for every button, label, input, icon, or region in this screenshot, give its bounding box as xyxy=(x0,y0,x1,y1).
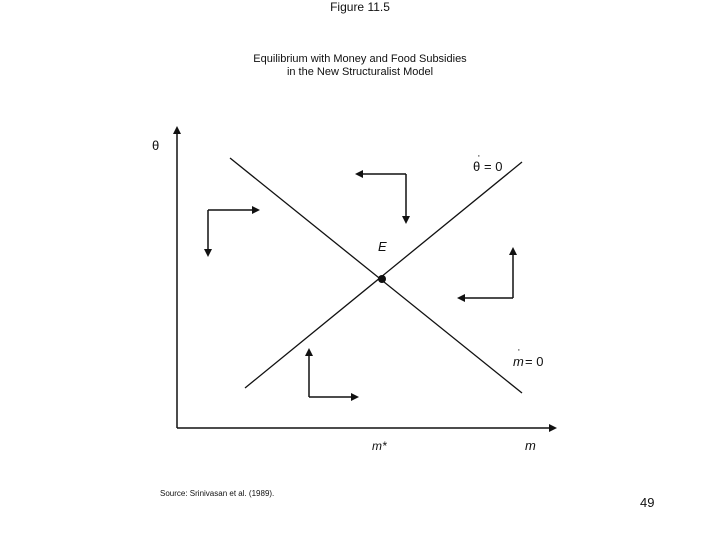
source-note: Source: Srinivasan et al. (1989). xyxy=(160,489,275,498)
theta-dot-symbol: θ xyxy=(473,159,481,174)
equilibrium-label: E xyxy=(378,239,387,254)
direction-arrows-top xyxy=(357,174,406,222)
direction-arrows-right xyxy=(459,249,513,298)
direction-arrows-top-left xyxy=(208,210,258,255)
page-number: 49 xyxy=(640,495,655,510)
m-dot-symbol: m xyxy=(513,354,524,369)
m-dot-equation: = 0 xyxy=(525,354,544,369)
theta-dot-equation: = 0 xyxy=(484,159,503,174)
m-dot-dot: · xyxy=(517,344,521,356)
figure-number: Figure 11.5 xyxy=(330,0,390,14)
m-dot-zero-curve xyxy=(230,158,522,393)
figure-title-line-2: in the New Structuralist Model xyxy=(286,66,434,78)
figure-title-line-1: Equilibrium with Money and Food Subsidies xyxy=(253,53,467,65)
theta-dot-zero-curve xyxy=(245,162,522,388)
equilibrium-point xyxy=(378,275,386,283)
x-axis-label: m xyxy=(525,438,536,453)
y-axis-label: θ xyxy=(152,138,160,153)
x-tick-label: m* xyxy=(372,439,387,453)
direction-arrows-bottom xyxy=(309,350,357,397)
theta-dot-dot: · xyxy=(477,150,481,162)
